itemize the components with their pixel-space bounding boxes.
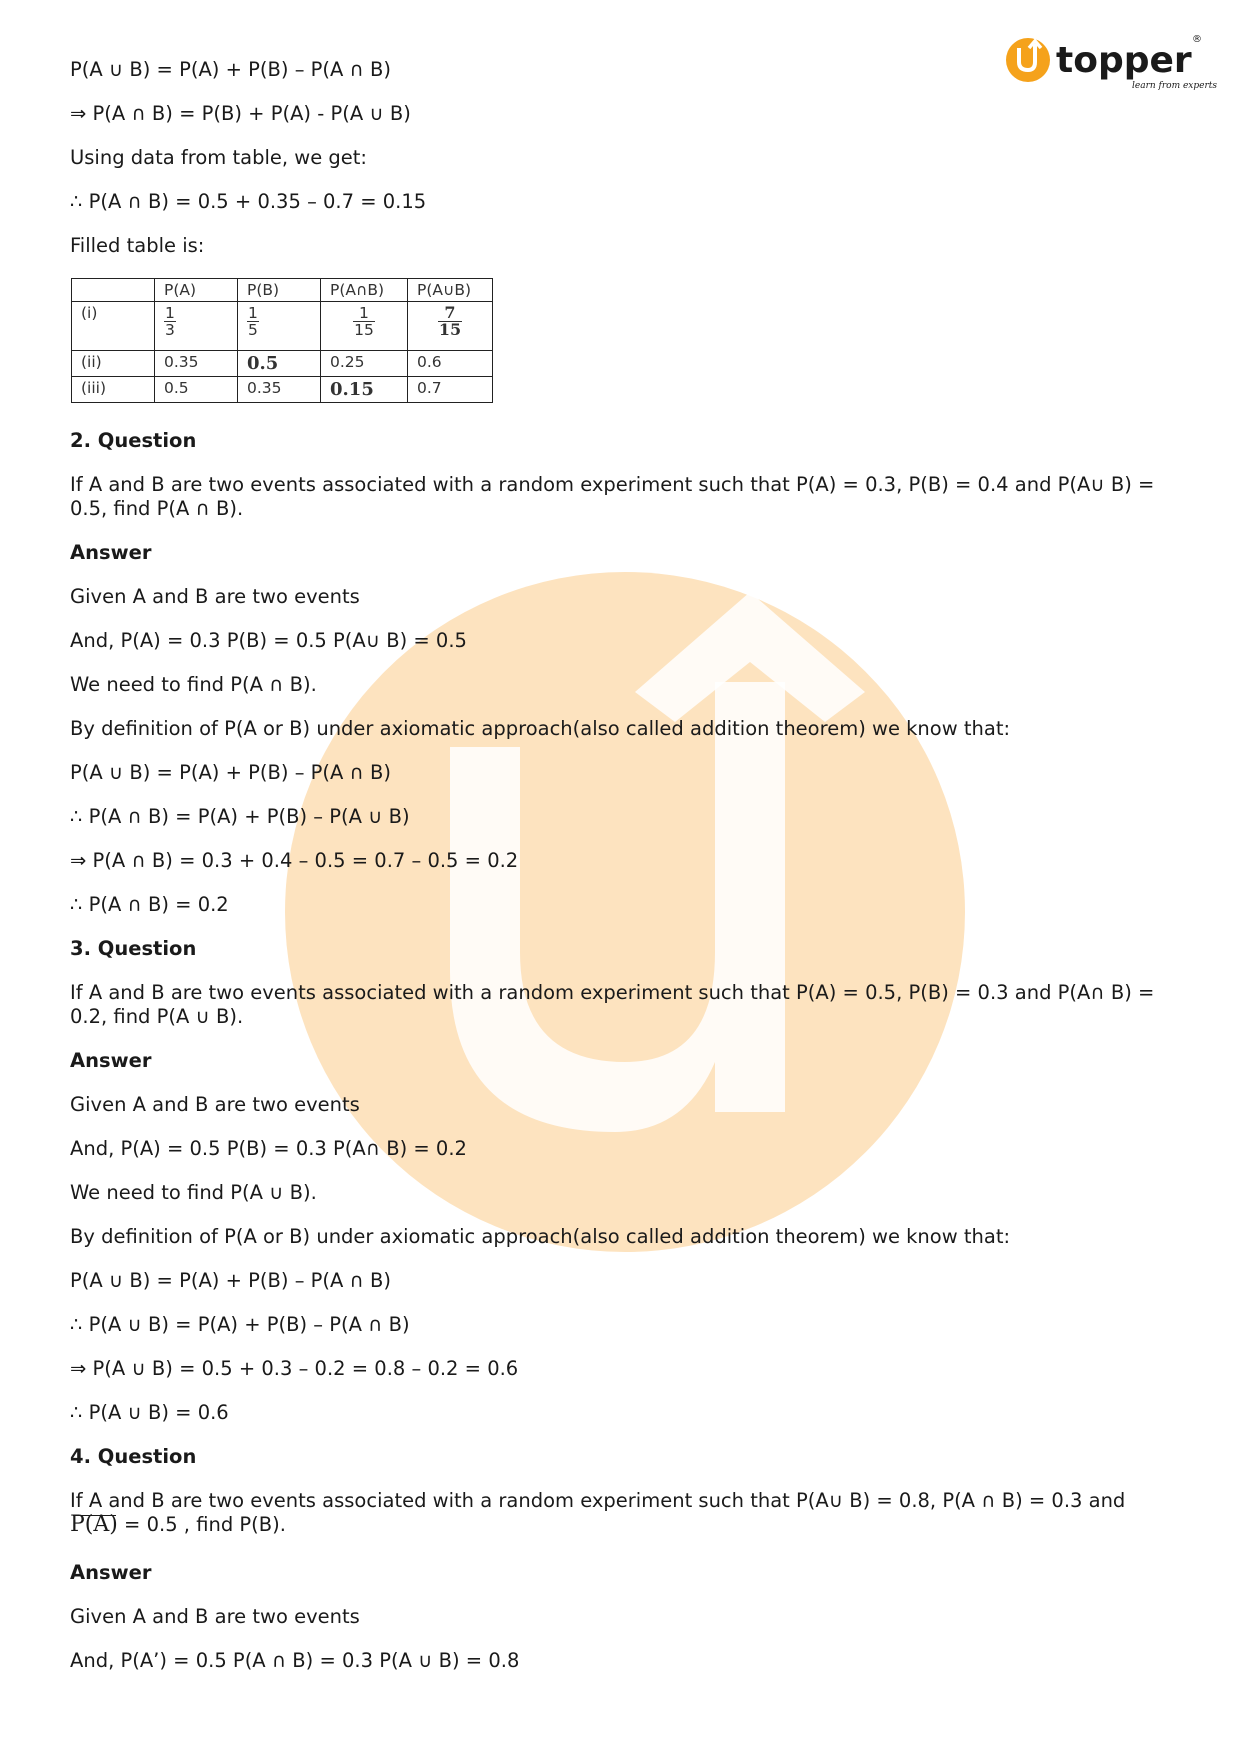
table-cell (155, 302, 238, 351)
table-row (72, 302, 493, 351)
answer-step: P(A ∪ B) = P(A) + P(B) – P(A ∩ B) (70, 761, 392, 784)
question-heading: 4. Question (70, 1445, 197, 1468)
answer-step: By definition of P(A or B) under axiomatic approach(also called addition theorem) we know that: (70, 1225, 1011, 1248)
formula-line: ⇒ P(A ∩ B) = P(B) + P(A) - P(A ∪ B) (70, 102, 411, 125)
answer-step: P(A ∪ B) = P(A) + P(B) – P(A ∩ B) (70, 1269, 392, 1292)
text-line: Using data from table, we get: (70, 146, 368, 169)
formula-line: ∴ P(A ∩ B) = 0.5 + 0.35 – 0.7 = 0.15 (70, 190, 427, 213)
table-cell (238, 302, 321, 351)
table-cell: 0.5 (238, 351, 321, 377)
fraction: $\frac{1}{15}$ (354, 304, 374, 339)
table-cell: 0.6 (408, 351, 493, 377)
row-label: (i) (72, 302, 155, 351)
answer-step: ⇒ P(A ∪ B) = 0.5 + 0.3 – 0.2 = 0.8 – 0.2 = 0.6 (70, 1357, 519, 1380)
text-line: Filled table is: (70, 234, 205, 257)
question-text: If A and B are two events associated with a random experiment such that P(A) = 0.3, P(B) = 0.4 and P(A∪ B) = 0.5, find P(A ∩ B). (70, 473, 1155, 520)
filled-table (71, 278, 493, 403)
answer-step: ∴ P(A ∪ B) = 0.6 (70, 1401, 229, 1424)
answer-heading: Answer (70, 541, 152, 564)
svg-text:®: ® (1192, 34, 1202, 45)
table-cell: 0.5 (155, 377, 238, 403)
table-cell (321, 302, 408, 351)
answer-heading: Answer (70, 1049, 152, 1072)
topper-logo (1004, 30, 1218, 94)
question-text: If A and B are two events associated with a random experiment such that P(A∪ B) = 0.8, P(A ∩ B) = 0.3 and P(A) = 0.5 , find P(B). (70, 1489, 1126, 1537)
fraction: $\frac{1}{5}$ (248, 304, 258, 339)
formula-line: P(A ∪ B) = P(A) + P(B) – P(A ∩ B) (70, 58, 392, 81)
answer-step: And, P(A’) = 0.5 P(A ∩ B) = 0.3 P(A ∪ B) = 0.8 (70, 1649, 520, 1672)
table-cell: 0.15 (321, 377, 408, 403)
question-text: If A and B are two events associated with a random experiment such that P(A) = 0.5, P(B) = 0.3 and P(A∩ B) = 0.2, find P(A ∪ B). (70, 981, 1155, 1028)
p-a-complement: P(A) (70, 1512, 118, 1537)
logo-wordmark: topper (1056, 40, 1192, 81)
table-header-row (72, 279, 493, 302)
question-heading: 2. Question (70, 429, 197, 452)
answer-step: Given A and B are two events (70, 585, 360, 608)
answer-step: And, P(A) = 0.5 P(B) = 0.3 P(A∩ B) = 0.2 (70, 1137, 467, 1160)
row-label: (iii) (72, 377, 155, 403)
table-header-cell: P(B) (238, 279, 321, 302)
answer-step: By definition of P(A or B) under axiomatic approach(also called addition theorem) we know that: (70, 717, 1011, 740)
table-cell: 0.25 (321, 351, 408, 377)
answer-step: And, P(A) = 0.3 P(B) = 0.5 P(A∪ B) = 0.5 (70, 629, 467, 652)
table-cell: 0.7 (408, 377, 493, 403)
table-header-cell: P(A∪B) (408, 279, 493, 302)
table-row (72, 351, 493, 377)
table-cell (408, 302, 493, 351)
logo-circle-icon (1006, 38, 1050, 82)
table-header-cell: P(A∩B) (321, 279, 408, 302)
document-body (70, 58, 1180, 1693)
row-label: (ii) (72, 351, 155, 377)
answer-step: Given A and B are two events (70, 1093, 360, 1116)
table-header-cell (72, 279, 155, 302)
answer-step: Given A and B are two events (70, 1605, 360, 1628)
answer-step: ⇒ P(A ∩ B) = 0.3 + 0.4 – 0.5 = 0.7 – 0.5 = 0.2 (70, 849, 519, 872)
fraction: $\frac{1}{3}$ (165, 304, 175, 339)
table-cell: 0.35 (238, 377, 321, 403)
question-heading: 3. Question (70, 937, 197, 960)
table-header-cell: P(A) (155, 279, 238, 302)
answer-step: We need to find P(A ∩ B). (70, 673, 317, 696)
svg-text:learn from experts: learn from experts (1132, 81, 1218, 91)
fraction: $\frac{7}{15}$ (438, 303, 462, 339)
table-cell: 0.35 (155, 351, 238, 377)
answer-step: ∴ P(A ∩ B) = P(A) + P(B) – P(A ∪ B) (70, 805, 410, 828)
answer-step: ∴ P(A ∩ B) = 0.2 (70, 893, 229, 916)
answer-heading: Answer (70, 1561, 152, 1584)
table-row (72, 377, 493, 403)
answer-step: ∴ P(A ∪ B) = P(A) + P(B) – P(A ∩ B) (70, 1313, 410, 1336)
answer-step: We need to find P(A ∪ B). (70, 1181, 317, 1204)
